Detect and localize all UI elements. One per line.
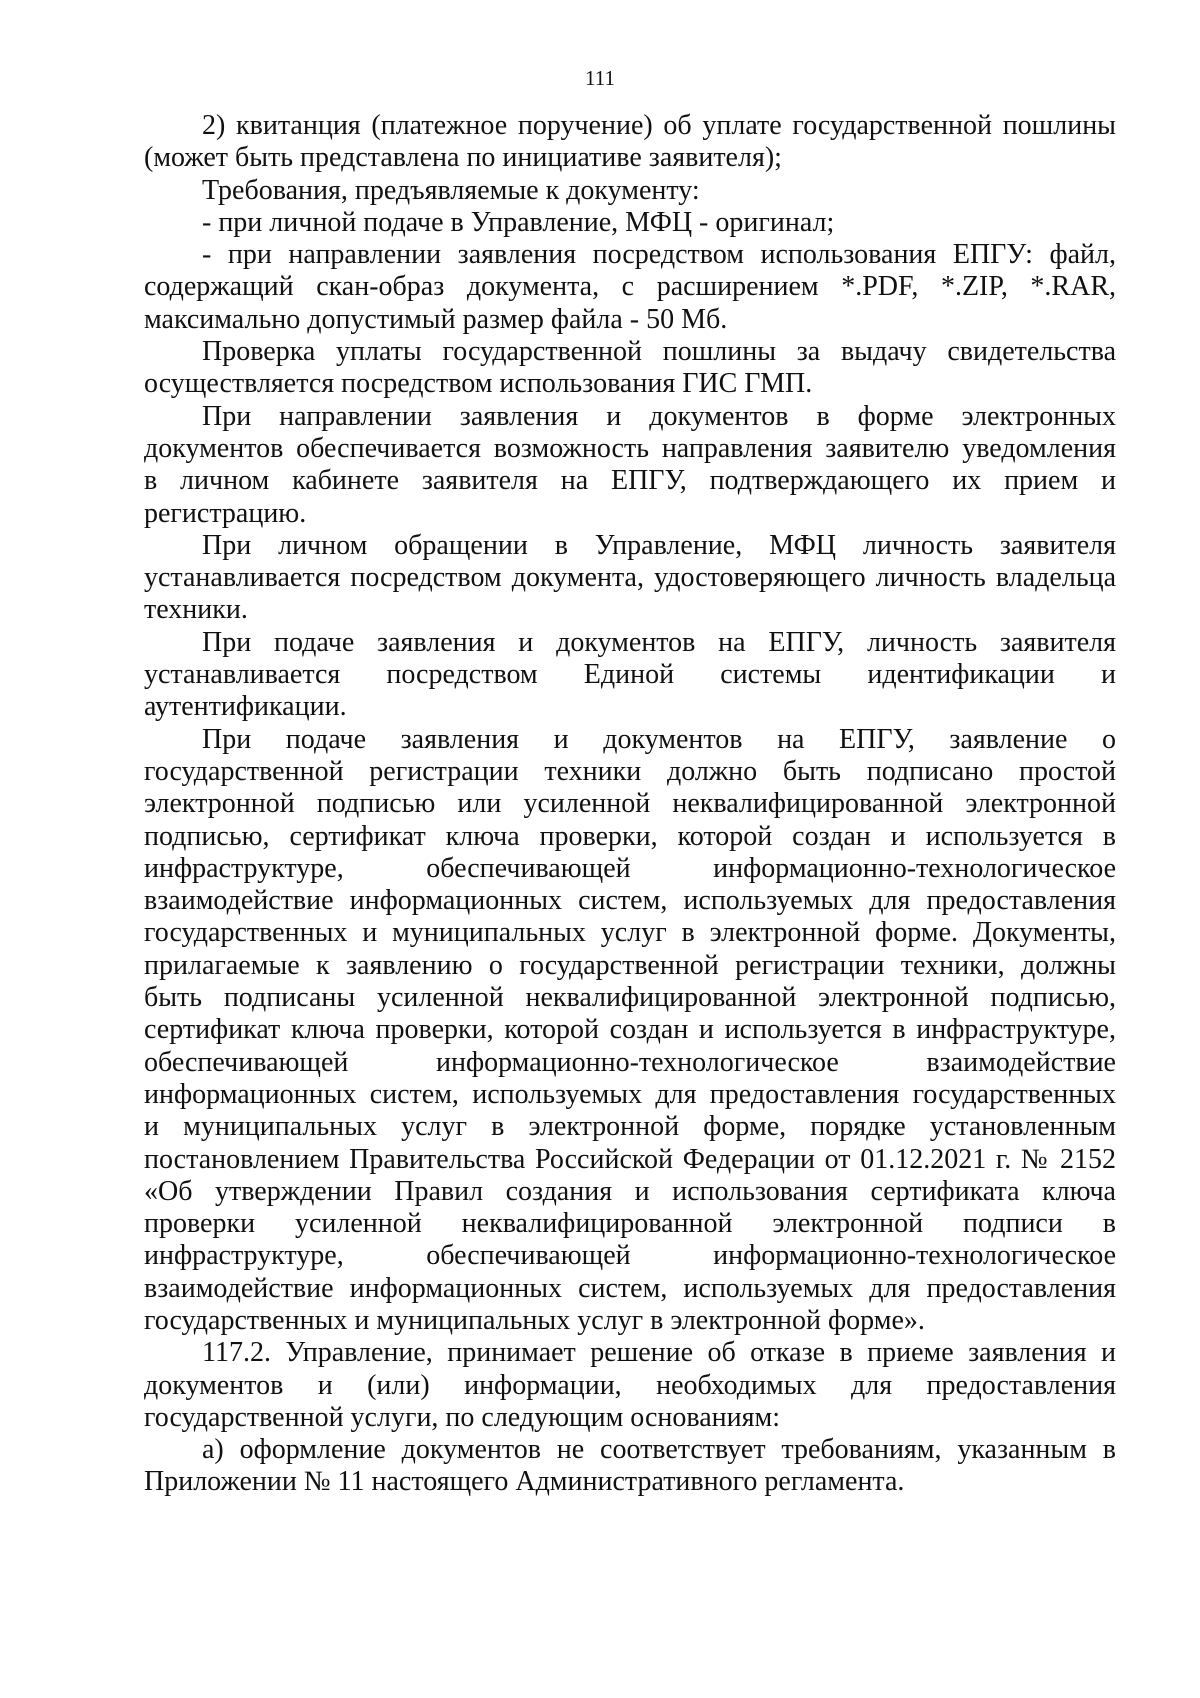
page-number: 111 xyxy=(585,66,615,90)
text-line: - при личной подаче в Управление, МФЦ - оригинал; xyxy=(202,206,835,238)
text-line: 117.2. Управление, принимает решение об отказе в приеме заявления и xyxy=(202,1337,1116,1369)
text-line: Требования, предъявляемые к документу: xyxy=(202,174,700,206)
text-line: - при направлении заявления посредством использования ЕПГУ: файл, xyxy=(202,239,1116,271)
text-line: При направлении заявления и документов в форме электронных xyxy=(202,400,1116,432)
text-line: и муниципальных услуг в электронной форме, порядке установленным xyxy=(144,1111,1116,1143)
text-line: государственной услуги, по следующим основаниям: xyxy=(144,1401,781,1433)
text-line: устанавливается посредством документа, удостоверяющего личность владельца xyxy=(144,562,1116,594)
text-line: техники. xyxy=(144,594,248,626)
text-line: информационных систем, используемых для предоставления государственных xyxy=(144,1078,1116,1110)
text-line: Проверка уплаты государственной пошлины за выдачу свидетельства xyxy=(202,336,1116,368)
text-line: (может быть представлена по инициативе заявителя); xyxy=(144,142,782,174)
text-line: подписью, сертификат ключа проверки, которой создан и используется в xyxy=(144,820,1116,852)
text-line: быть подписаны усиленной неквалифицированной электронной подписью, xyxy=(144,982,1116,1014)
text-line: инфраструктуре, обеспечивающей информационно-технологическое xyxy=(144,1240,1116,1272)
text-line: осуществляется посредством использования ГИС ГМП. xyxy=(144,368,813,400)
document-body xyxy=(144,110,1116,1499)
text-line: документов и (или) информации, необходимых для предоставления xyxy=(144,1369,1116,1401)
text-line: проверки усиленной неквалифицированной электронной подписи в xyxy=(144,1208,1116,1240)
text-line: сертификат ключа проверки, которой создан и используется в инфраструктуре, xyxy=(144,1014,1116,1046)
text-line: в личном кабинете заявителя на ЕПГУ, подтверждающего их прием и xyxy=(144,465,1116,497)
text-line: а) оформление документов не соответствует требованиям, указанным в xyxy=(202,1434,1116,1466)
text-line: государственных и муниципальных услуг в электронной форме. Документы, xyxy=(144,917,1116,949)
text-line: устанавливается посредством Единой системы идентификации и xyxy=(144,659,1116,691)
text-line: «Об утверждении Правил создания и использования сертификата ключа xyxy=(144,1175,1116,1207)
text-line: постановлением Правительства Российской Федерации от 01.12.2021 г. № 2152 xyxy=(144,1143,1116,1175)
text-line: содержащий скан-образ документа, с расширением *.PDF, *.ZIP, *.RAR, xyxy=(144,271,1116,303)
text-line: инфраструктуре, обеспечивающей информационно-технологическое xyxy=(144,852,1116,884)
text-line: При личном обращении в Управление, МФЦ личность заявителя xyxy=(202,529,1116,561)
text-line: При подаче заявления и документов на ЕПГУ, личность заявителя xyxy=(202,626,1116,658)
text-line: максимально допустимый размер файла - 50 Мб. xyxy=(144,303,728,335)
text-line: взаимодействие информационных систем, используемых для предоставления xyxy=(144,885,1116,917)
text-line: прилагаемые к заявлению о государственной регистрации техники, должны xyxy=(144,949,1116,981)
text-line: регистрацию. xyxy=(144,497,307,529)
text-line: электронной подписью или усиленной неквалифицированной электронной xyxy=(144,788,1116,820)
text-line: государственных и муниципальных услуг в электронной форме». xyxy=(144,1304,925,1336)
text-line: документов обеспечивается возможность направления заявителю уведомления xyxy=(144,432,1116,464)
text-line: аутентификации. xyxy=(144,691,347,723)
text-line: 2) квитанция (платежное поручение) об уплате государственной пошлины xyxy=(202,110,1116,141)
text-line: Приложении № 11 настоящего Административного регламента. xyxy=(144,1466,905,1498)
text-line: обеспечивающей информационно-технологическое взаимодействие xyxy=(144,1046,1116,1078)
text-line: взаимодействие информационных систем, используемых для предоставления xyxy=(144,1272,1116,1304)
text-line: государственной регистрации техники должно быть подписано простой xyxy=(144,755,1116,787)
text-line: При подаче заявления и документов на ЕПГУ, заявление о xyxy=(202,723,1116,755)
